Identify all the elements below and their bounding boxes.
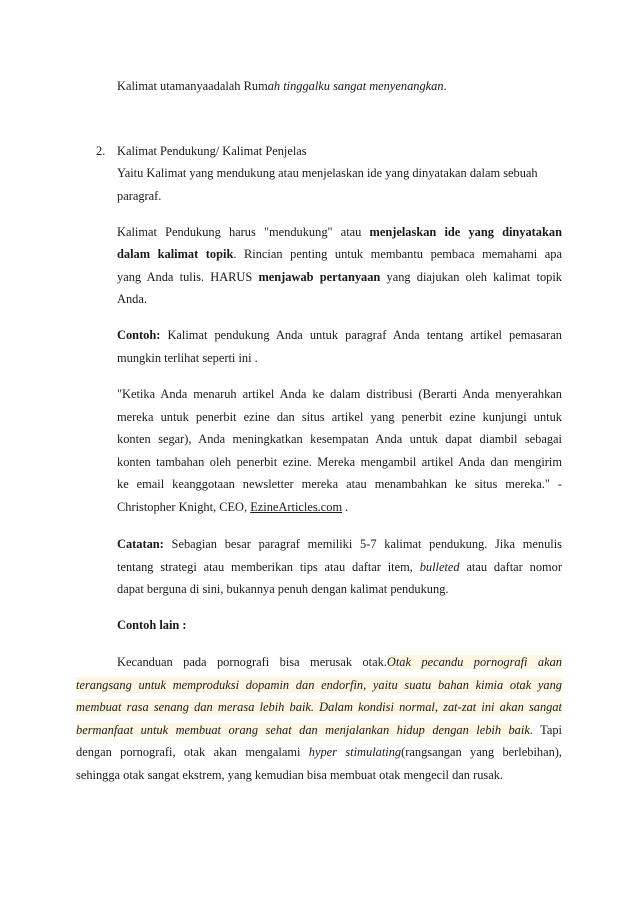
quote-line-2: mereka untuk penerbit ezine dan situs artikel yang penerbit ezine kunjungi untuk	[117, 410, 562, 424]
other-label-bold: Contoh lain :	[117, 618, 187, 632]
p1-l1-bold: menjelaskan ide yang dinyatakan	[369, 225, 562, 239]
intro-text-c: .	[443, 79, 447, 93]
note-line-3: dapat berguna di sini, bukannya penuh dengan kalimat pendukung.	[117, 582, 449, 596]
p1-l3-text-end: yang diajukan oleh kalimat topik	[386, 270, 562, 284]
final-l1-text: Kecanduan pada pornografi bisa merusak otak.	[117, 655, 387, 669]
final-line-5	[76, 744, 562, 760]
quote-author: Christopher Knight, CEO,	[117, 500, 248, 514]
quote-end: .	[342, 500, 349, 514]
definition-line-1: Yaitu Kalimat yang mendukung atau menjelaskan ide yang dinyatakan dalam sebuah	[117, 166, 538, 180]
quote-line-5: ke email keanggotaan newsletter mereka atau menambahkan ke situs mereka." -	[117, 477, 562, 491]
intro-sentence	[117, 78, 447, 94]
final-line-2: terangsang untuk memproduksi dopamin dan endorfin, yaitu suatu bahan kimia otak yang	[76, 678, 562, 692]
final-line-1	[117, 654, 562, 670]
final-line-3: membuat rasa senang dan merasa lebih baik. Dalam kondisi normal, zat-zat ini akan sangat	[76, 700, 562, 714]
p2-line-2: mungkin terlihat seperti ini .	[117, 351, 258, 365]
note-l1-text: Sebagian besar paragraf memiliki 5-7 kalimat pendukung. Jika menulis	[171, 537, 562, 551]
note-line-2	[117, 559, 562, 575]
note-l2-text-end: atau daftar nomor	[466, 560, 562, 574]
note-l2-italic: bulleted	[419, 560, 460, 574]
p1-l3-bold: menjawab pertanyaan	[258, 270, 381, 284]
section-title: Kalimat Pendukung/ Kalimat Penjelas	[117, 144, 307, 158]
p1-l2-text: . Rincian penting untuk membantu pembaca memahami apa	[233, 247, 562, 261]
quote-line-3: konten segar), Anda meningkatkan kesempatan Anda untuk dapat diambil sebagai	[117, 432, 562, 446]
p2-label: Contoh:	[117, 328, 161, 342]
final-line-4	[76, 722, 562, 738]
intro-text-italic: ah tinggalku sangat menyenangkan	[267, 79, 444, 93]
p1-l2-bold: dalam kalimat topik	[117, 247, 234, 261]
intro-text-a: Kalimat utamanyaadalah Rum	[117, 79, 268, 93]
other-example-label	[117, 617, 187, 633]
p1-line-1	[117, 224, 562, 240]
quote-line-1: "Ketika Anda menaruh artikel Anda ke dalam distribusi (Berarti Anda menyerahkan	[117, 387, 562, 401]
list-number-2: 2.	[96, 144, 106, 158]
final-l4-italic: bermanfaat untuk membuat orang sehat dan menjalankan hidup dengan lebih baik	[76, 723, 530, 737]
final-l1-italic: Otak pecandu pornografi akan	[386, 655, 562, 669]
p1-l3-text: yang Anda tulis. HARUS	[117, 270, 253, 284]
p1-line-2	[117, 246, 562, 262]
p1-l1-text: Kalimat Pendukung harus "mendukung" atau	[117, 225, 362, 239]
final-l5-italic: hyper stimulating	[308, 745, 402, 759]
p1-line-3	[117, 269, 562, 285]
note-label: Catatan:	[117, 537, 164, 551]
p2-l1-text: Kalimat pendukung Anda untuk paragraf Anda tentang artikel pemasaran	[167, 328, 562, 342]
final-l5-text-end: (rangsangan yang berlebihan),	[401, 745, 562, 759]
quote-line-4: konten tambahan oleh penerbit ezine. Mereka mengambil artikel Anda dan mengirim	[117, 455, 562, 469]
definition-line-2: paragraf.	[117, 189, 162, 203]
p2-line-1	[117, 327, 562, 343]
quote-line-6	[117, 499, 348, 515]
ezinearticles-link[interactable]: EzineArticles.com	[250, 500, 343, 514]
note-line-1	[117, 536, 562, 552]
note-l2-text: tentang strategi atau memberikan tips atau daftar item,	[117, 560, 413, 574]
final-l4-text: . Tapi	[529, 723, 562, 737]
final-line-6: sehingga otak sangat ekstrem, yang kemudian bisa membuat otak mengecil dan rusak.	[76, 768, 504, 782]
final-l5-text: dengan pornografi, otak akan mengalami	[76, 745, 301, 759]
p1-line-4: Anda.	[117, 292, 147, 306]
